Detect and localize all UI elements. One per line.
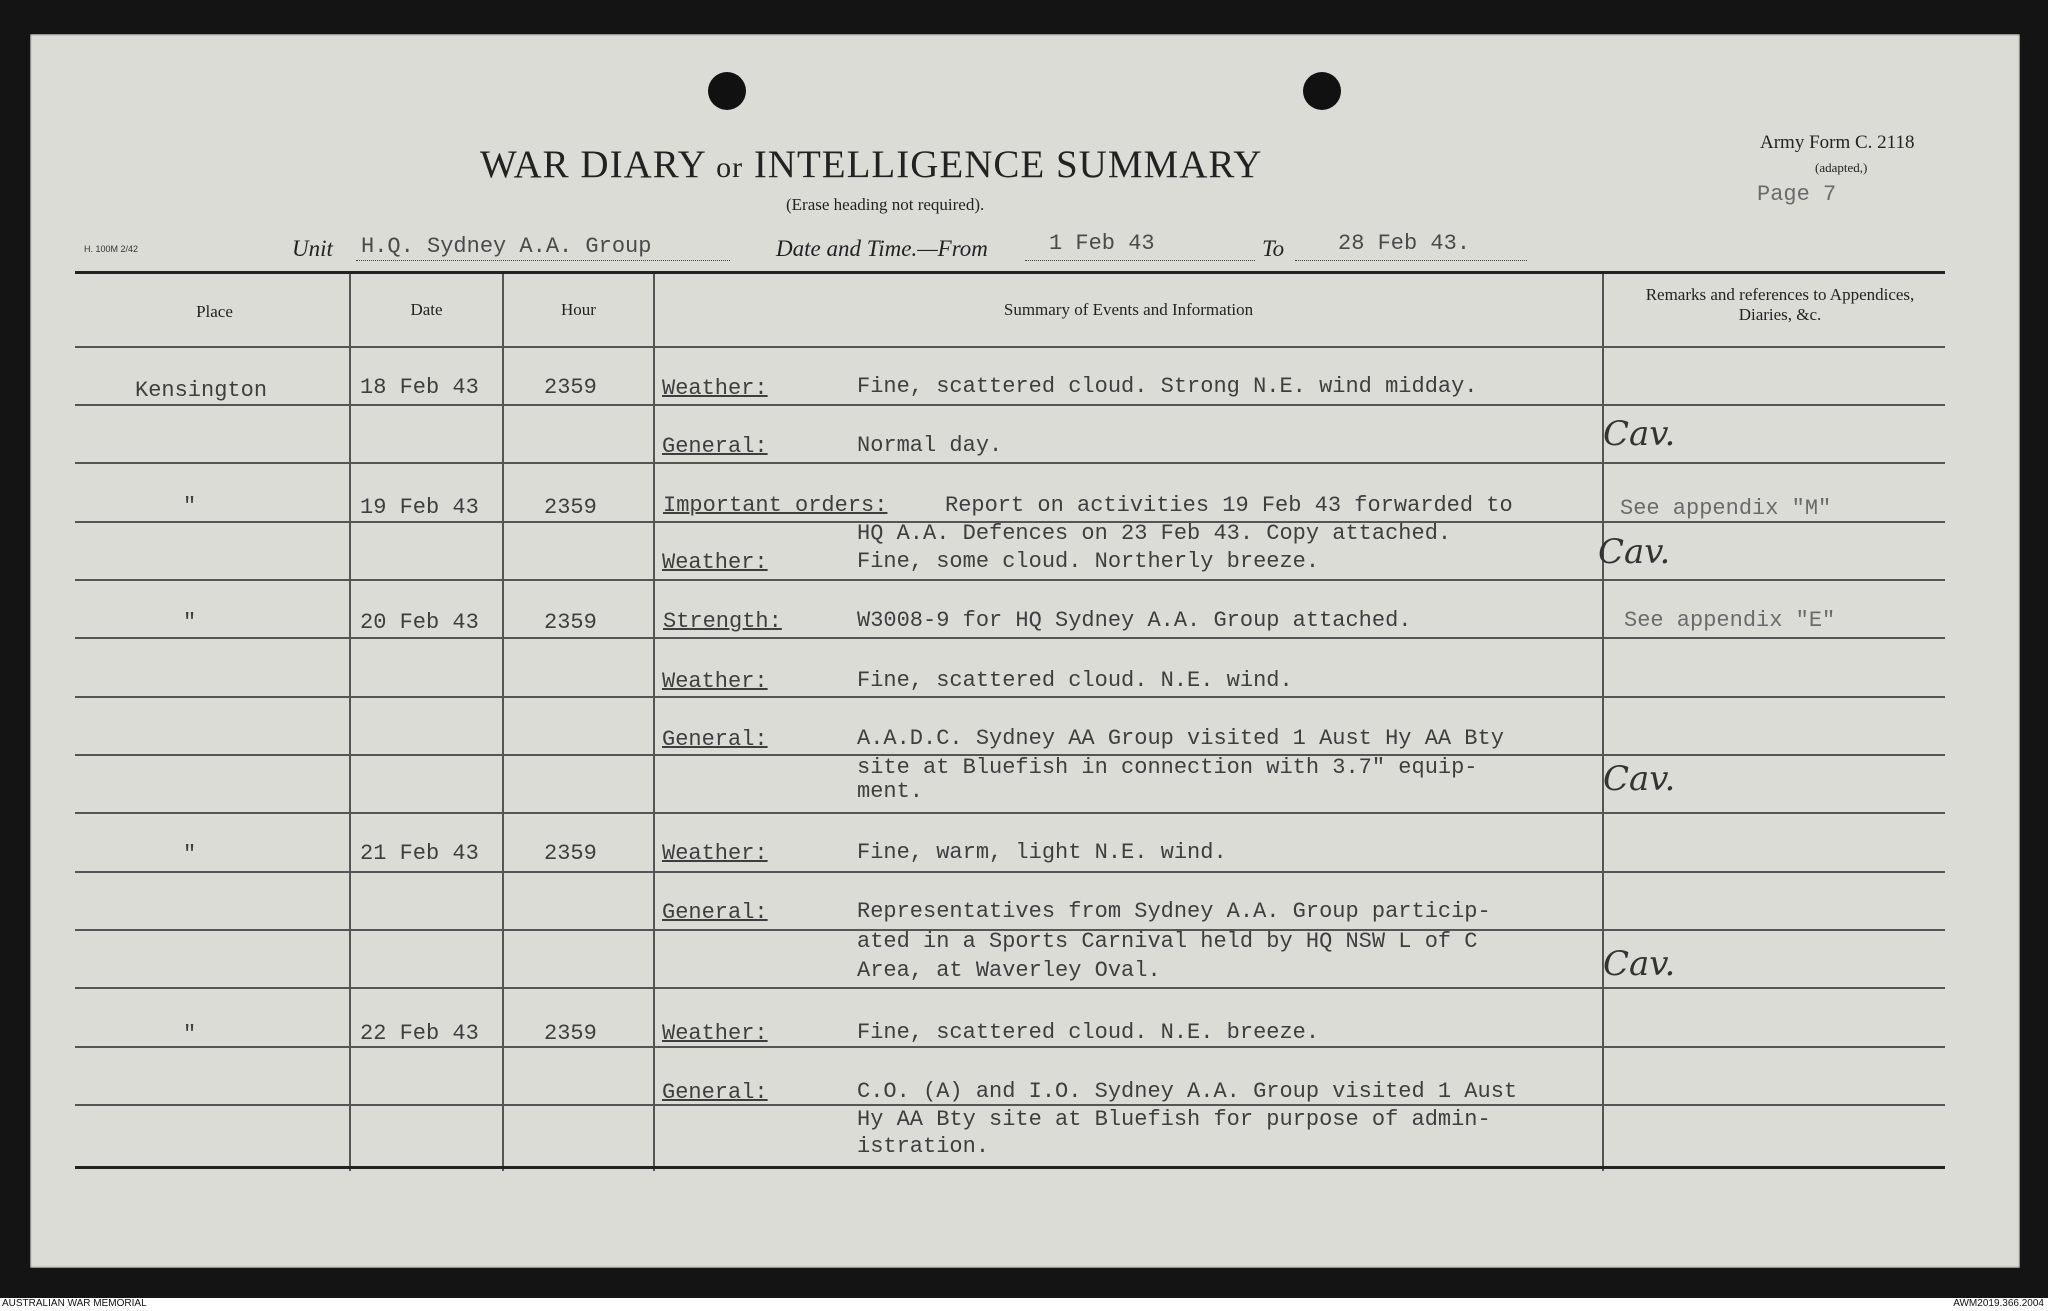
entry-5-general-text-3: istration. (857, 1134, 990, 1159)
entry-1-hour: 2359 (544, 375, 597, 400)
entry-3-general-text-1: A.A.D.C. Sydney AA Group visited 1 Aust Hy AA Bty (857, 726, 1504, 751)
entry-5-label-weather: Weather: (662, 1021, 768, 1046)
unit-label: Unit (292, 236, 333, 261)
entry-2-weather-text: Fine, some cloud. Northerly breeze. (857, 549, 1320, 574)
punch-hole-right (1303, 72, 1341, 110)
entry-4-general-text-3: Area, at Waverley Oval. (857, 958, 1161, 983)
entry-4-place: " (183, 842, 197, 867)
entry-3-place: " (183, 610, 197, 635)
entry-1-label-weather: Weather: (662, 376, 768, 401)
col-header-summary: Summary of Events and Information (1003, 300, 1254, 319)
remark-appendix-e: See appendix "E" (1624, 608, 1836, 633)
punch-hole-left (708, 72, 746, 110)
entry-3-hour: 2359 (544, 610, 597, 635)
entry-1-weather-text: Fine, scattered cloud. Strong N.E. wind midday. (857, 374, 1478, 399)
entry-5-label-general: General: (662, 1080, 768, 1105)
archive-name: AUSTRALIAN WAR MEMORIAL (2, 1298, 147, 1309)
entry-4-date: 21 Feb 43 (360, 841, 479, 866)
entry-5-place: " (183, 1022, 197, 1047)
entry-5-general-text-2: Hy AA Bty site at Bluefish for purpose of admin- (857, 1107, 1491, 1132)
entry-3-label-strength: Strength: (663, 609, 782, 634)
entry-5-date: 22 Feb 43 (360, 1021, 479, 1046)
entry-2-orders-text-1: Report on activities 19 Feb 43 forwarded to (945, 493, 1513, 518)
page-title: WAR DIARY or INTELLIGENCE SUMMARY (480, 143, 1263, 186)
initials-signature: Cav. (1603, 414, 1676, 454)
archive-footer (0, 1298, 2048, 1311)
date-label: Date and Time.—From (776, 236, 988, 261)
entry-2-date: 19 Feb 43 (360, 495, 479, 520)
entry-2-place: " (183, 494, 197, 519)
entry-5-weather-text: Fine, scattered cloud. N.E. breeze. (857, 1020, 1320, 1045)
entry-4-hour: 2359 (544, 841, 597, 866)
date-to: 28 Feb 43. (1338, 231, 1471, 256)
entry-3-label-weather: Weather: (662, 669, 768, 694)
to-label: To (1262, 236, 1285, 261)
col-header-hour: Hour (561, 300, 596, 319)
entry-3-label-general: General: (662, 727, 768, 752)
entry-2-label-orders: Important orders: (663, 493, 888, 518)
entry-3-date: 20 Feb 43 (360, 610, 479, 635)
entry-4-general-text-2: ated in a Sports Carnival held by HQ NSW L of C (857, 929, 1478, 954)
entry-2-hour: 2359 (544, 495, 597, 520)
entry-5-general-text-1: C.O. (A) and I.O. Sydney A.A. Group visited 1 Aust (857, 1079, 1518, 1104)
col-header-date: Date (410, 300, 443, 319)
entry-3-weather-text: Fine, scattered cloud. N.E. wind. (857, 668, 1293, 693)
col-header-place: Place (196, 302, 233, 321)
print-code: H. 100M 2/42 (84, 244, 139, 254)
entry-3-general-text-2: site at Bluefish in connection with 3.7" equip- (857, 755, 1478, 780)
page-number: Page 7 (1757, 182, 1837, 207)
initials-signature: Cav. (1598, 532, 1671, 572)
archive-reference: AWM2019.366.2004 (1953, 1298, 2044, 1309)
entry-4-label-weather: Weather: (662, 841, 768, 866)
entry-3-strength-text: W3008-9 for HQ Sydney A.A. Group attached. (857, 608, 1412, 633)
date-from: 1 Feb 43 (1049, 231, 1155, 256)
initials-signature: Cav. (1603, 944, 1676, 984)
form-adapted: (adapted,) (1815, 160, 1868, 175)
entry-3-general-text-3: ment. (857, 779, 924, 804)
col-header-remarks: Remarks and references to Appendices, Diaries, &c. (1645, 285, 1915, 324)
unit-value: H.Q. Sydney A.A. Group (361, 234, 652, 259)
form-number: Army Form C. 2118 (1760, 132, 1915, 153)
entry-2-label-weather: Weather: (662, 550, 768, 575)
entry-4-weather-text: Fine, warm, light N.E. wind. (857, 840, 1227, 865)
entry-2-orders-text-2: HQ A.A. Defences on 23 Feb 43. Copy attached. (857, 521, 1452, 546)
entry-4-general-text-1: Representatives from Sydney A.A. Group particip- (857, 899, 1491, 924)
entry-1-place: Kensington (135, 378, 268, 403)
initials-signature: Cav. (1603, 759, 1676, 799)
entry-5-hour: 2359 (544, 1021, 597, 1046)
diary-sheet (30, 34, 2020, 1268)
entry-1-general-text: Normal day. (857, 433, 1003, 458)
erase-note: (Erase heading not required). (786, 195, 985, 214)
entry-1-label-general: General: (662, 434, 768, 459)
entry-1-date: 18 Feb 43 (360, 375, 479, 400)
entry-4-label-general: General: (662, 900, 768, 925)
remark-appendix-m: See appendix "M" (1620, 496, 1832, 521)
